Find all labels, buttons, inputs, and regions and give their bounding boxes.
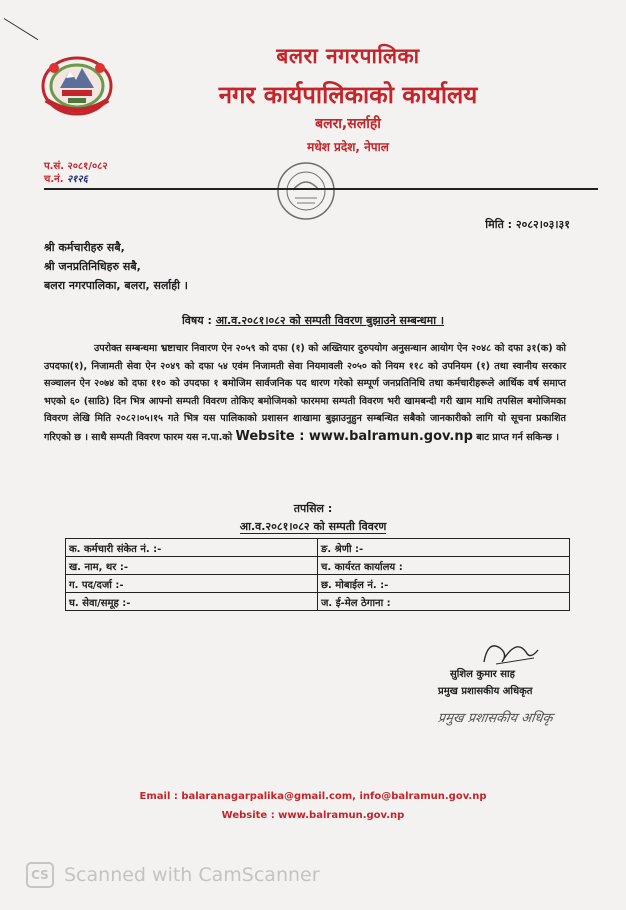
addressee-line: बलरा नगरपालिका, बलरा, सर्लाही । [44, 279, 188, 292]
table-row [66, 539, 570, 557]
table-cell: छ. मोबाईल नं. :- [318, 575, 570, 593]
office-location: बलरा,सर्लाही [315, 116, 381, 132]
table-cell: ज. ई-मेल ठेगाना : [318, 593, 570, 611]
chalani-label: च.नं. [44, 174, 64, 185]
notice-body [44, 340, 566, 447]
patra-sankhya: प.सं. २०८१/०८२ [44, 161, 108, 172]
signer-name: सुशिल कुमार साह [450, 669, 515, 680]
subject-label: विषय : [181, 314, 212, 327]
table-row [66, 593, 570, 611]
table-row [66, 575, 570, 593]
table-cell: ङ. श्रेणी :- [318, 539, 570, 557]
camscanner-logo-icon: CS [26, 862, 54, 888]
addressee-line: श्री जनप्रतिनिधिहरु सबै, [44, 260, 141, 273]
addressee-line: श्री कर्मचारीहरु सबै, [44, 241, 125, 254]
municipality-name: बलरा नगरपालिका [276, 44, 420, 68]
table-cell: घ. सेवा/समूह :- [66, 593, 318, 611]
signer-stamp: प्रमुख प्रशासकीय अधिकृ [436, 711, 554, 726]
table-title-text: आ.व.२०८१।०८२ को सम्पती विवरण [239, 520, 387, 533]
addressee-block [44, 238, 188, 295]
footer-website: Website : www.balramun.gov.np [221, 810, 405, 821]
table-cell: च. कार्यरत कार्यालय : [318, 557, 570, 575]
subject-line [0, 313, 626, 328]
letter-date: मिति : २०८२।०३।३१ [485, 218, 570, 231]
scan-artifact-line [4, 18, 38, 40]
body-text: उपरोक्त सम्बन्धमा भ्रष्टाचार निवारण ऐन २०५९ को दफा (१) को अख्तियार दुरुपयोग अनुसन्धान आयोग ऐन २०४८ को दफा ३१(क) को उपदफा(१), निजामती सेवा ऐन २०४९ को दफा ५४ एवंम निजामती सेवा नियमावली २०५० को नियम ११८ को उपनियम (१) तथा स्वानीय सरकार सञ्चालन ऐन २०७४ को दफा ११० को उपदफा १ बमोजिम सार्वजनिक पद धारण गरेको सम्पूर्ण जनप्रतिनिधि तथा कर्मचारीहरूले आर्थिक वर्ष समाप्त भएको ६० (साठि) दिन भित्र आफ्नो सम्पती विवरण तोकिए बमोजिमको फारममा सम्पती विवरण भरी खामबन्दी गरी खाम माथि तपसिल बमोजिमका विवरण लेखि मिति २०८२।०५।१५ गते भित्र यस पालिकाको प्रशासन शाखामा बुझाउनुहुन सम्बन्धित सबैको जानकारीको लागि यो सूचना प्रकाशित गरिएको छ । साथै सम्पती विवरण फारम यस न.पा.को [44, 343, 566, 443]
office-stamp-icon [275, 160, 337, 222]
body-website: Website : www.balramun.gov.np [235, 428, 473, 444]
chalani-number: २१२६ [66, 174, 88, 185]
tapasil-heading: तपसिल : [293, 502, 333, 515]
office-province: मधेश प्रदेश, नेपाल [307, 140, 389, 154]
table-title [0, 519, 626, 534]
signer-block [438, 666, 532, 700]
reference-block [44, 160, 108, 186]
body-tail: बाट प्राप्त गर्न सकिन्छ । [476, 431, 559, 443]
asset-details-table [65, 538, 570, 611]
footer-email: Email : balaranagarpalika@gmail.com, info@balramun.gov.np [139, 791, 487, 802]
table-cell: क. कर्मचारी संकेत नं. :- [66, 539, 318, 557]
table-cell: ग. पद/दर्जा :- [66, 575, 318, 593]
camscanner-watermark [26, 862, 320, 888]
camscanner-text: Scanned with CamScanner [64, 864, 320, 886]
signer-title: प्रमुख प्रशासकीय अधिकृत [438, 686, 533, 697]
table-cell: ख. नाम, थर :- [66, 557, 318, 575]
table-row [66, 557, 570, 575]
chalani-number-line [44, 173, 108, 186]
subject-text: आ.व.२०८१।०८२ को सम्पती विवरण बुझाउने सम्बन्धमा । [215, 314, 445, 327]
office-name: नगर कार्यपालिकाको कार्यालय [218, 81, 478, 109]
header-divider [44, 188, 598, 190]
